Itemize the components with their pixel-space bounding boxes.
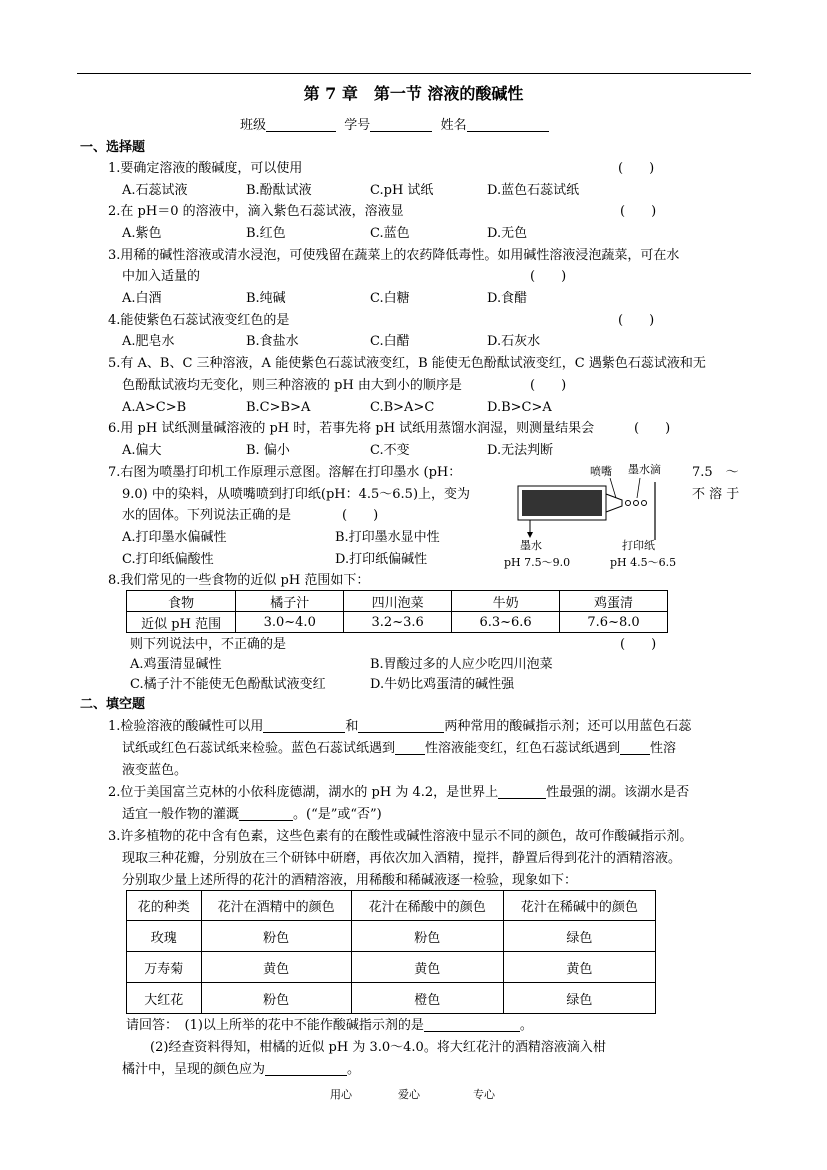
- table-cell: 食物: [127, 591, 236, 612]
- student-info: [240, 119, 549, 132]
- table-cell: 大红花: [127, 983, 202, 1014]
- answer-blank[interactable]: [620, 742, 650, 755]
- q5-opt-d[interactable]: D.B>C>A: [487, 400, 552, 415]
- ink-ph: pH 7.5～9.0: [504, 556, 571, 569]
- id-label: 学号: [344, 118, 371, 133]
- table-row: [127, 612, 668, 633]
- f3-text: 橘汁中，呈现的颜色应为: [122, 1062, 266, 1077]
- table-row: [127, 952, 656, 983]
- q1-opt-c[interactable]: C.pH 试纸: [370, 183, 434, 198]
- f3-ask1: [126, 1019, 533, 1032]
- q5-opt-c[interactable]: C.B>A>C: [370, 400, 435, 415]
- q3-opt-c[interactable]: C.白糖: [370, 291, 410, 306]
- q3-line2: 中加入适量的: [122, 269, 201, 284]
- table-cell: 橘子汁: [236, 591, 344, 612]
- q1-stem: 1.要确定溶液的酸碱度，可以使用: [108, 161, 303, 176]
- table-cell: 近似 pH 范围: [127, 612, 236, 633]
- answer-blank[interactable]: [424, 1019, 520, 1032]
- q7-opt-b[interactable]: B.打印墨水显中性: [335, 530, 440, 545]
- q8-opt-d[interactable]: D.牛奶比鸡蛋清的碱性强: [370, 677, 515, 692]
- q7-opt-d[interactable]: D.打印纸偏碱性: [335, 552, 428, 567]
- class-blank[interactable]: [266, 119, 336, 132]
- food-ph-table: [126, 590, 668, 633]
- q2-stem: 2.在 pH＝0 的溶液中，滴入紫色石蕊试液，溶液显: [108, 204, 404, 219]
- q3-opt-a[interactable]: A.白酒: [122, 291, 162, 306]
- ink-label: 墨水: [520, 539, 542, 552]
- table-cell: 牛奶: [452, 591, 560, 612]
- section-fill: 二、填空题: [80, 697, 146, 712]
- q2-opt-a[interactable]: A.紫色: [122, 226, 162, 241]
- q3-line1: 3.用稀的碱性溶液或清水浸泡，可使残留在蔬菜上的农药降低毒性。如用碱性溶液浸泡蔬菜，可在水: [108, 248, 680, 263]
- f1-text: 和: [345, 719, 359, 734]
- q5-opt-a[interactable]: A.A>C>B: [122, 400, 187, 415]
- q8-paren: ( ): [620, 637, 657, 652]
- q8-opt-b[interactable]: B.胃酸过多的人应少吃四川泡菜: [370, 657, 553, 672]
- f2-line1: [108, 786, 689, 799]
- q3-opt-b[interactable]: B.纯碱: [246, 291, 286, 306]
- table-cell: 3.0~4.0: [236, 612, 344, 633]
- table-cell: 四川泡菜: [344, 591, 452, 612]
- f3-line1: 3.许多植物的花中含有色素，这些色素有的在酸性或碱性溶液中显示不同的颜色，故可作酸碱指示剂。: [108, 829, 693, 844]
- header-rule: [77, 73, 751, 74]
- answer-blank[interactable]: [395, 742, 425, 755]
- table-cell: 粉色: [201, 983, 351, 1014]
- table-cell: 花汁在酒精中的颜色: [201, 891, 351, 921]
- table-row: [127, 983, 656, 1014]
- q2-paren: ( ): [620, 204, 657, 219]
- q5-opt-b[interactable]: B.C>B>A: [246, 400, 311, 415]
- f3-ask2-line1: (2)经查资料得知，柑橘的近似 pH 为 3.0～4.0。将大红花汁的酒精溶液滴入柑: [150, 1040, 606, 1055]
- f3-text: 。: [519, 1018, 533, 1033]
- q7-opt-c[interactable]: C.打印纸偏酸性: [122, 552, 214, 567]
- q8-stem: 8.我们常见的一些食物的近似 pH 范围如下：: [108, 573, 370, 588]
- table-cell: 粉色: [201, 921, 351, 952]
- f1-line3: 液变蓝色。: [122, 763, 188, 778]
- q7-line3: 水的固体。下列说法正确的是: [122, 508, 292, 523]
- q8-after: 则下列说法中，不正确的是: [130, 637, 287, 652]
- q3-opt-d[interactable]: D.食醋: [487, 291, 528, 306]
- name-blank[interactable]: [467, 119, 549, 132]
- f1-line1: [108, 720, 691, 733]
- section-choice: 一、选择题: [80, 140, 146, 155]
- answer-blank[interactable]: [263, 720, 345, 733]
- q7-line2-end: 不 溶 于: [692, 487, 740, 502]
- q1-opt-d[interactable]: D.蓝色石蕊试纸: [487, 183, 580, 198]
- table-cell: 6.3~6.6: [452, 612, 560, 633]
- q6-stem: 6.用 pH 试纸测量碱溶液的 pH 时，若事先将 pH 试纸用蒸馏水润湿，则测量结果会: [108, 421, 595, 436]
- f1-text: 试纸或红色石蕊试纸来检验。蓝色石蕊试纸遇到: [122, 741, 396, 756]
- table-cell: 黄色: [351, 952, 503, 983]
- table-cell: 绿色: [503, 921, 655, 952]
- q7-line1: 7.右图为喷墨打印机工作原理示意图。溶解在打印墨水 (pH：: [108, 465, 462, 480]
- nozzle-label: 喷嘴: [590, 465, 612, 478]
- id-blank[interactable]: [370, 119, 432, 132]
- table-cell: 鸡蛋清: [560, 591, 668, 612]
- f1-text: 两种常用的酸碱指示剂；还可以用蓝色石蕊: [444, 719, 692, 734]
- q1-opt-a[interactable]: A.石蕊试液: [122, 183, 188, 198]
- page-title: 第 7 章 第一节 溶液的酸碱性: [303, 84, 524, 103]
- f2-text: 适宜一般作物的灌溉: [122, 807, 240, 822]
- f1-text: 1.检验溶液的酸碱性可以用: [108, 719, 264, 734]
- answer-blank[interactable]: [239, 808, 293, 821]
- f3-line2: 现取三种花瓣，分别放在三个研钵中研磨，再依次加入酒精，搅拌，静置后得到花汁的酒精溶液。: [122, 851, 682, 866]
- answer-blank[interactable]: [358, 720, 444, 733]
- q7-line2: 9.0) 中的染料，从喷嘴喷到打印纸(pH：4.5～6.5)上，变为: [122, 487, 471, 502]
- q4-opt-a[interactable]: A.肥皂水: [122, 334, 175, 349]
- paper-ph: pH 4.5～6.5: [610, 556, 677, 569]
- q6-paren: ( ): [634, 421, 671, 436]
- footer-item: 爱心: [398, 1088, 420, 1101]
- f1-text: 性溶液能变红，红色石蕊试纸遇到: [425, 741, 621, 756]
- q5-line1: 5.有 A、B、C 三种溶液，A 能使紫色石蕊试液变红，B 能使无色酚酞试液变红，C 遇紫色石蕊试液和无: [108, 356, 706, 371]
- q1-opt-b[interactable]: B.酚酞试液: [246, 183, 312, 198]
- q8-opt-a[interactable]: A.鸡蛋清显碱性: [130, 657, 222, 672]
- table-cell: 橙色: [351, 983, 503, 1014]
- table-cell: 黄色: [201, 952, 351, 983]
- q2-opt-b[interactable]: B.红色: [246, 226, 286, 241]
- q5-paren: ( ): [530, 378, 567, 393]
- f3-text: 请回答： (1)以上所举的花中不能作酸碱指示剂的是: [126, 1018, 424, 1033]
- ink-drop-label: 墨水滴: [628, 463, 661, 476]
- answer-blank[interactable]: [265, 1063, 347, 1076]
- q6-opt-b[interactable]: B. 偏小: [246, 443, 290, 458]
- footer-item: 用心: [330, 1088, 352, 1101]
- table-row: [127, 921, 656, 952]
- table-cell: 粉色: [351, 921, 503, 952]
- printer-diagram: [500, 462, 700, 572]
- table-row: [127, 591, 668, 612]
- q7-paren: ( ): [342, 508, 379, 523]
- q6-opt-a[interactable]: A.偏大: [122, 443, 162, 458]
- f3-text: 。: [347, 1062, 361, 1077]
- f2-line2: [122, 808, 382, 821]
- f3-ask2-line2: [122, 1063, 360, 1076]
- f2-text: 2.位于美国富兰克林的小依科庞德湖，湖水的 pH 为 4.2，是世界上: [108, 785, 499, 800]
- q4-opt-d[interactable]: D.石灰水: [487, 334, 541, 349]
- class-label: 班级: [240, 118, 267, 133]
- name-label: 姓名: [440, 118, 467, 133]
- table-cell: 3.2~3.6: [344, 612, 452, 633]
- f1-text: 性溶: [650, 741, 677, 756]
- table-cell: 花的种类: [127, 891, 202, 921]
- table-cell: 花汁在稀酸中的颜色: [351, 891, 503, 921]
- q8-opt-c[interactable]: C.橘子汁不能使无色酚酞试液变红: [130, 677, 326, 692]
- paper-label: 打印纸: [622, 539, 655, 552]
- q1-paren: ( ): [618, 161, 655, 176]
- table-cell: 万寿菊: [127, 952, 202, 983]
- q6-opt-d[interactable]: D.无法判断: [487, 443, 554, 458]
- q4-opt-c[interactable]: C.白醋: [370, 334, 410, 349]
- table-cell: 绿色: [503, 983, 655, 1014]
- q2-opt-d[interactable]: D.无色: [487, 226, 528, 241]
- q3-paren: ( ): [530, 269, 567, 284]
- table-row: [127, 891, 656, 921]
- f2-text: 性最强的湖。该湖水是否: [546, 785, 690, 800]
- q7-line1-end: 7.5 ～: [692, 465, 739, 480]
- table-cell: 黄色: [503, 952, 655, 983]
- table-cell: 花汁在稀碱中的颜色: [503, 891, 655, 921]
- footer-item: 专心: [473, 1088, 495, 1101]
- table-cell: 7.6~8.0: [560, 612, 668, 633]
- f2-text: 。(“是”或“否”): [293, 807, 382, 822]
- q5-line2: 色酚酞试液均无变化，则三种溶液的 pH 由大到小的顺序是: [122, 378, 462, 393]
- f1-line2: [122, 742, 676, 755]
- q6-opt-c[interactable]: C.不变: [370, 443, 410, 458]
- table-cell: 玫瑰: [127, 921, 202, 952]
- q4-opt-b[interactable]: B.食盐水: [246, 334, 299, 349]
- q7-opt-a[interactable]: A.打印墨水偏碱性: [122, 530, 227, 545]
- flower-color-table: [126, 890, 656, 1014]
- answer-blank[interactable]: [498, 786, 546, 799]
- q4-stem: 4.能使紫色石蕊试液变红色的是: [108, 313, 290, 328]
- q2-opt-c[interactable]: C.蓝色: [370, 226, 410, 241]
- f3-line3: 分别取少量上述所得的花汁的酒精溶液，用稀酸和稀碱液逐一检验，现象如下：: [122, 873, 578, 888]
- q4-paren: ( ): [618, 313, 655, 328]
